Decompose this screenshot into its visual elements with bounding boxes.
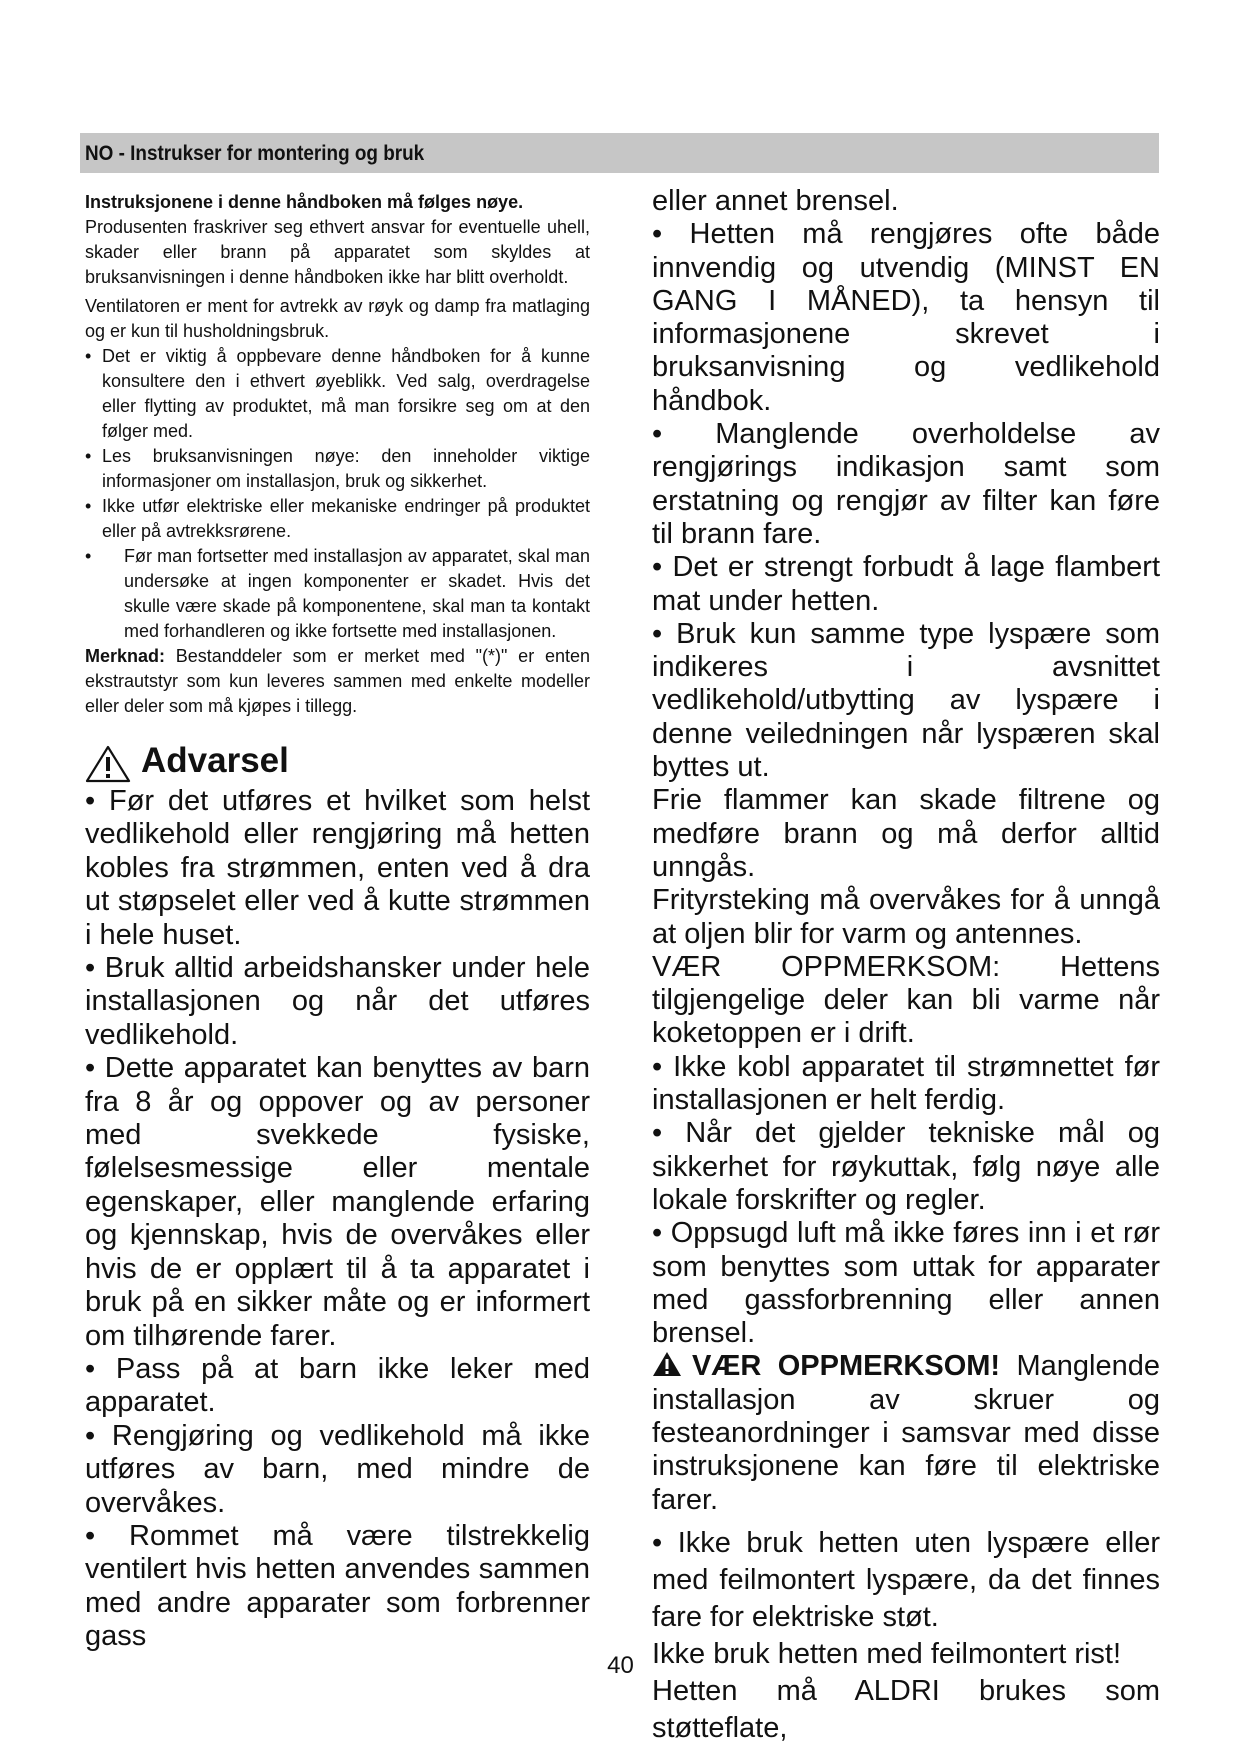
warning-paragraph: VÆR OPPMERKSOM: Hettens tilgjengelige deler kan bli varme når koketoppen er i drift. (652, 950, 1160, 1050)
attention-paragraph (652, 1350, 1160, 1516)
intro-paragraph-2: Ventilatoren er ment for avtrekk av røyk og damp fra matlaging og er kun til husholdningsbruk. (85, 296, 590, 341)
note-paragraph (85, 644, 590, 719)
bullet-icon: • (85, 496, 92, 516)
page-number: 40 (607, 1652, 634, 1679)
warning-paragraph: • Det er strengt forbudt å lage flambert mat under hetten. (652, 551, 1160, 617)
warning-filled-icon (652, 1351, 682, 1377)
warning-paragraph: eller annet brensel. (652, 185, 899, 217)
warning-paragraph: Ikke bruk hetten med feilmontert rist! (652, 1637, 1122, 1670)
intro-bullet-list (85, 344, 590, 644)
warning-paragraph: • Rengjøring og vedlikehold må ikke utføres av barn, med mindre de overvåkes. (85, 1419, 590, 1519)
attention-label: VÆR OPPMERKSOM! (692, 1350, 1001, 1383)
warning-paragraph: • Bruk kun samme type lyspære som indikeres i avsnittet vedlikehold/utbytting av lyspære i denne veiledningen når lyspæren skal byttes ut. (652, 617, 1160, 784)
section-header-bar (80, 133, 1159, 173)
warning-paragraph: • Oppsugd luft må ikke føres inn i et rør som benyttes som uttak for apparater med gassforbrenning eller annen brensel. (652, 1217, 1160, 1350)
note-text: Bestanddeler som er merket med "(*)" er enten ekstrautstyr som kun leveres sammen med enkelte modeller eller deler som må kjøpes i tillegg. (85, 646, 590, 716)
bullet-icon: • (85, 546, 92, 566)
list-item: • Les bruksanvisningen nøye: den inneholder viktige informasjoner om installasjon, bruk og sikkerhet. (85, 446, 590, 491)
warning-heading (85, 741, 590, 785)
warning-paragraph: • Bruk alltid arbeidshansker under hele installasjonen og når det utføres vedlikehold. (85, 952, 590, 1051)
warning-paragraph: • Manglende overholdelse av rengjørings indikasjon samt som erstatning og rengjør av filter kan føre til brann fare. (652, 418, 1160, 550)
warning-paragraph: Hetten må ALDRI brukes som støtteflate, (652, 1674, 1160, 1744)
warning-paragraph: • Ikke bruk hetten uten lyspære eller med feilmontert lyspære, da det finnes fare for elektriske støt. (652, 1526, 1160, 1633)
list-item: • Ikke utfør elektriske eller mekaniske endringer på produktet eller på avtrekksrørene. (85, 496, 590, 541)
warning-left-text (85, 785, 590, 1654)
warning-triangle-icon (85, 745, 131, 783)
note-label: Merknad: (85, 646, 166, 666)
bullet-icon: • (85, 346, 92, 366)
bullet-icon: • (85, 446, 92, 466)
left-column (85, 190, 590, 1654)
list-item: • Det er viktig å oppbevare denne håndboken for å kunne konsultere den i ethvert øyeblikk. Ved salg, overdragelse eller flytting av produktet, må man forsikre seg om at den følger med. (85, 346, 590, 441)
warning-paragraph: • Før det utføres et hvilket som helst vedlikehold eller rengjøring må hetten kobles fra strømmen, enten ved å dra ut støpselet eller ved å kutte strømmen i hele huset. (85, 785, 590, 951)
warning-right-text (652, 185, 1160, 1747)
section-title: NO - Instrukser for montering og bruk (85, 142, 425, 165)
list-item: • Før man fortsetter med installasjon av apparatet, skal man undersøke at ingen komponenter er skadet. Hvis det skulle være skade på komponentene, skal man ta kontakt med forhandleren og ikke fortsette med installasjonen. (85, 546, 590, 641)
warning-paragraph: • Når det gjelder tekniske mål og sikkerhet for røykuttak, følg nøye alle lokale forskrifter og regler. (652, 1117, 1160, 1216)
warning-paragraph: • Hetten må rengjøres ofte både innvendig og utvendig (MINST EN GANG I MÅNED), ta hensyn til informasjonene skrevet i bruksanvisning og vedlikehold håndbok. (652, 218, 1160, 417)
right-column (652, 185, 1160, 1747)
intro-lead: Instruksjonene i denne håndboken må følges nøye. (85, 192, 524, 212)
warning-paragraph: • Dette apparatet kan benyttes av barn fra 8 år og oppover og av personer med svekkede fysiske, følelsesmessige eller mentale egenskaper, eller manglende erfaring og kjennskap, hvis de overvåkes eller hvis de er opplært til å ta apparatet i bruk på en sikker måte og er informert om tilhørende farer. (85, 1052, 590, 1352)
warning-paragraph: • Ikke kobl apparatet til strømnettet før installasjonen er helt ferdig. (652, 1050, 1160, 1117)
warning-title: Advarsel (141, 741, 289, 780)
warning-paragraph: Frityrsteking må overvåkes for å unngå at oljen blir for varm og antennes. (652, 884, 1160, 950)
warning-paragraph: • Pass på at barn ikke leker med apparatet. (85, 1352, 590, 1419)
attention-text: Manglende installasjon av skruer og festeanordninger i samsvar med disse instruksjonene kan føre til elektriske farer. (652, 1350, 1160, 1516)
intro-paragraph-1: Produsenten fraskriver seg ethvert ansvar for eventuelle uhell, skader eller brann på apparatet som skyldes at bruksanvisningen i denne håndboken ikke har blitt overholdt. (85, 217, 590, 287)
intro-section (85, 190, 590, 719)
warning-paragraph: Frie flammer kan skade filtrene og medføre brann og må derfor alltid unngås. (652, 784, 1160, 883)
warning-paragraph: • Rommet må være tilstrekkelig ventilert hvis hetten anvendes sammen med andre apparater som forbrenner gass (85, 1519, 590, 1653)
